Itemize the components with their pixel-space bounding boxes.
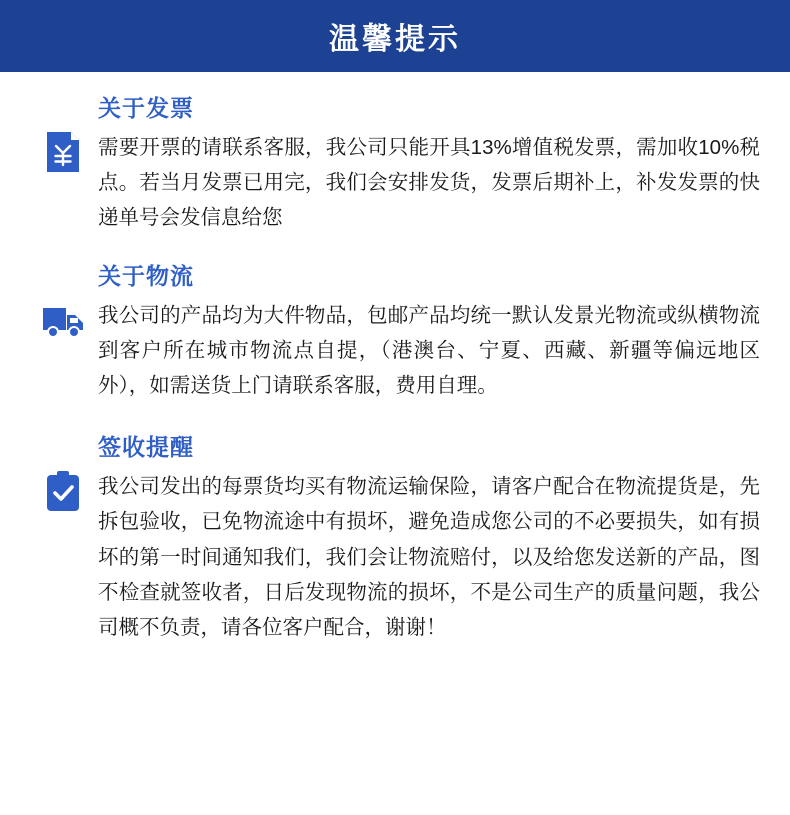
section-invoice-text xyxy=(96,94,760,236)
section-logistics xyxy=(30,262,760,404)
section-signing-text xyxy=(96,433,760,645)
page-header-banner xyxy=(0,0,790,72)
section-signing-title: 签收提醒 xyxy=(98,434,194,461)
notice-sections xyxy=(0,72,790,645)
section-invoice-icon-wrap xyxy=(30,94,96,174)
page-title: 温馨提示 xyxy=(329,23,461,56)
section-logistics-title: 关于物流 xyxy=(98,262,194,289)
section-logistics-icon-wrap xyxy=(30,262,96,342)
section-signing xyxy=(30,433,760,645)
invoice-yuan-icon xyxy=(41,130,85,174)
section-signing-icon-wrap xyxy=(30,433,96,513)
section-invoice xyxy=(30,94,760,236)
section-logistics-text xyxy=(96,262,760,404)
section-invoice-body: 需要开票的请联系客服，我公司只能开具13%增值税发票，需加收10%税点。若当月发票已用完，我们会安排发货，发票后期补上，补发发票的快递单号会发信息给您 xyxy=(98,135,760,230)
section-signing-body: 我公司发出的每票货均买有物流运输保险，请客户配合在物流提货是，先拆包验收，已免物流途中有损坏，避免造成您公司的不必要损失，如有损坏的第一时间通知我们，我们会让物流赔付，以及给您发送新的产品，图不检查就签收者，日后发现物流的损坏，不是公司生产的质量问题，我公司概不负责，请各位客户配合，谢谢！ xyxy=(98,475,760,640)
section-invoice-title: 关于发票 xyxy=(98,95,194,121)
section-logistics-body: 我公司的产品均为大件物品，包邮产品均统一默认发景光物流或纵横物流到客户所在城市物流点自提，（港澳台、宁夏、西藏、新疆等偏远地区外），如需送货上门请联系客服，费用自理。 xyxy=(98,303,760,398)
delivery-truck-icon xyxy=(41,298,85,342)
clipboard-check-icon xyxy=(41,469,85,513)
